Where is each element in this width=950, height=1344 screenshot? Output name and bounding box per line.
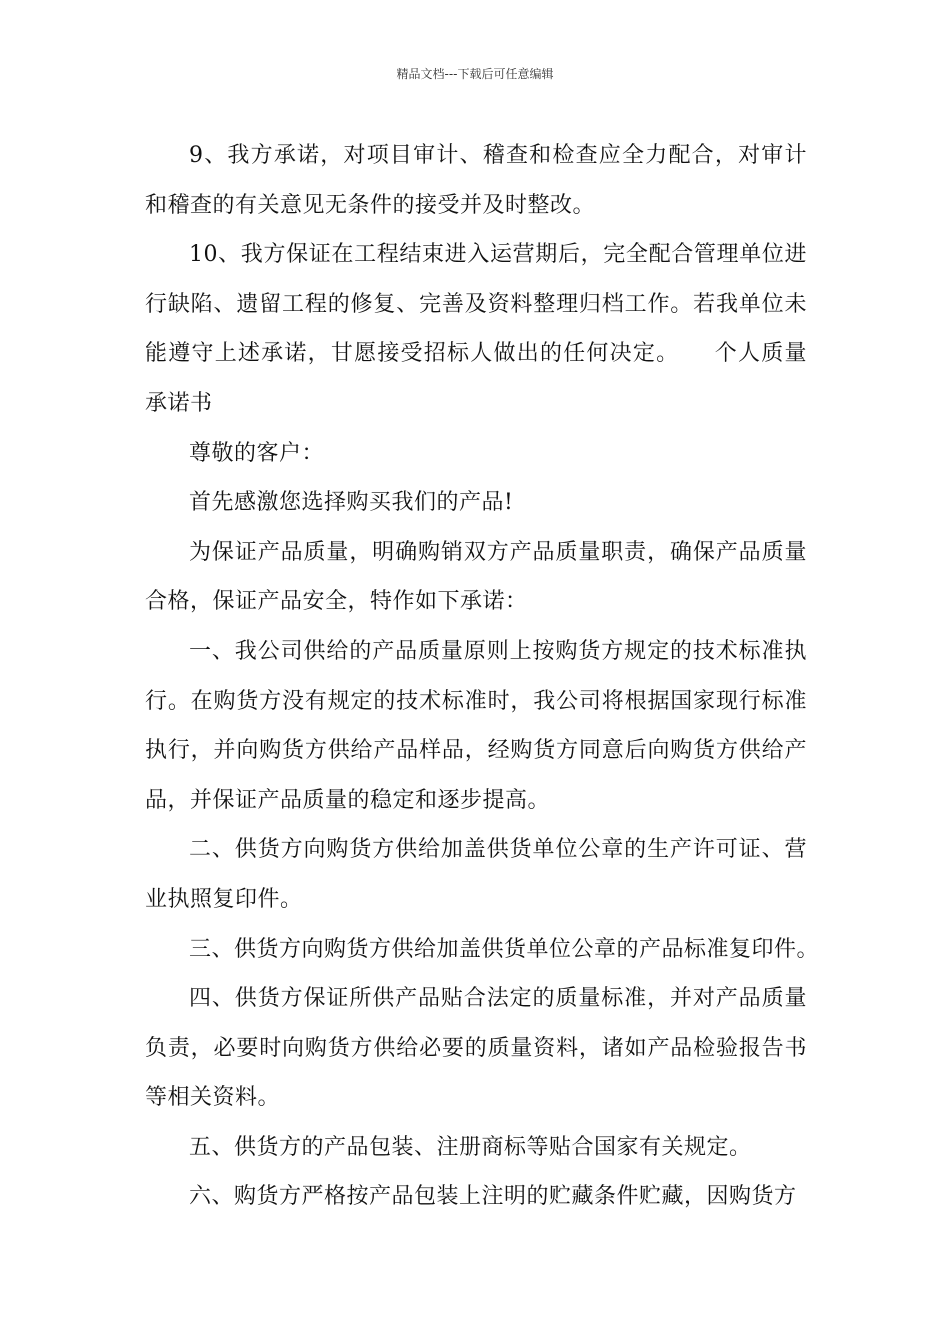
paragraph-thanks: 首先感激您选择购买我们的产品! [189, 490, 514, 516]
page-header: 精品文档---下载后可任意编辑 [396, 67, 554, 81]
paragraph-salutation: 尊敬的客户： [189, 440, 325, 466]
paragraph-clause-1: 一、我公司供给的产品质量原则上按购货方规定的技术标准执行。在购货方没有规定的技术标准时，我公司将根据国家现行标准执行，并向购货方供给产品样品，经购货方同意后向购货方供给产品，并保证产品质量的稳定和逐步提高。 [145, 638, 807, 813]
paragraph-commitment-9: 9、我方承诺，对项目审计、稽查和检查应全力配合，对审计和稽查的有关意见无条件的接受并及时整改。 [145, 143, 807, 218]
paragraph-clause-5: 五、供货方的产品包装、注册商标等贴合国家有关规定。 [189, 1134, 752, 1160]
paragraph-clause-4: 四、供货方保证所供产品贴合法定的质量标准，并对产品质量负责，必要时向购货方供给必要的质量资料，诸如产品检验报告书等相关资料。 [145, 986, 807, 1111]
paragraph-clause-3: 三、供货方向购货方供给加盖供货单位公章的产品标准复印件。 [189, 936, 820, 962]
paragraph-commitment-10: 10、我方保证在工程结束进入运营期后，完全配合管理单位进行缺陷、遗留工程的修复、完善及资料整理归档工作。若我单位未能遵守上述承诺，甘愿接受招标人做出的任何决定。 个人质量承诺书 [145, 242, 807, 416]
paragraph-clause-6: 六、购货方严格按产品包装上注明的贮藏条件贮藏，因购货方 [189, 1184, 797, 1210]
paragraph-clause-2: 二、供货方向购货方供给加盖供货单位公章的生产许可证、营业执照复印件。 [145, 837, 807, 912]
paragraph-purpose: 为保证产品质量，明确购销双方产品质量职责，确保产品质量合格，保证产品安全，特作如下承诺： [145, 539, 807, 615]
document-body [145, 131, 820, 1222]
